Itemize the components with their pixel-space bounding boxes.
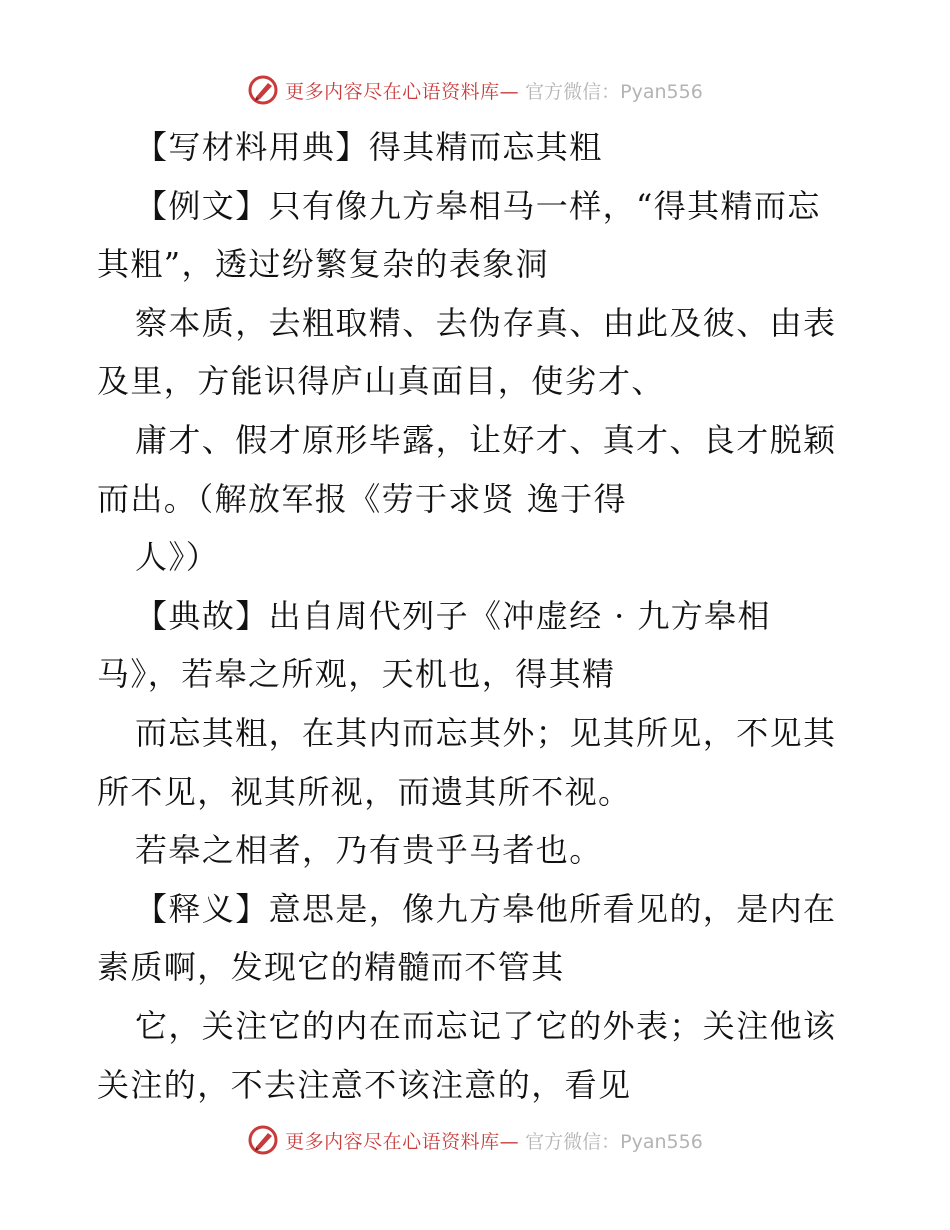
text-line: 及里，方能识得庐山真面目，使劣才、 <box>97 362 665 401</box>
text-line: 察本质，去粗取精、去伪存真、由此及彼、由表 <box>135 303 837 342</box>
watermark-wechat: 官方微信：Pyan556 <box>525 80 703 103</box>
text-line: 它，关注它的内在而忘记了它的外表；关注他该 <box>135 1006 837 1045</box>
watermark-text: 更多内容尽在心语资料库— <box>285 80 520 103</box>
text-line: 【写材料用典】得其精而忘其粗 <box>135 128 603 166</box>
text-line: 【典故】出自周代列子《冲虚经 · 九方皋相 <box>135 596 771 635</box>
text-line: 马》，若皋之所观，天机也，得其精 <box>97 655 616 694</box>
text-line: 而忘其粗，在其内而忘其外；见其所见，不见其 <box>135 713 837 752</box>
pen-logo-icon <box>247 74 279 106</box>
watermark-wechat: 官方微信：Pyan556 <box>525 1130 703 1153</box>
text-line: 【释义】意思是，像九方皋他所看见的，是内在 <box>135 889 837 928</box>
text-line: 素质啊，发现它的精髓而不管其 <box>97 948 565 987</box>
text-line: 关注的，不去注意不该注意的，看见 <box>97 1065 632 1104</box>
text-line: 而出。（解放军报《劳于求贤 逸于得 <box>97 479 627 518</box>
text-line: 人》） <box>135 538 220 577</box>
text-line: 所不见，视其所视，而遗其所不视。 <box>97 772 632 811</box>
header-watermark <box>0 70 950 110</box>
text-line: 其粗”，透过纷繁复杂的表象洞 <box>97 245 549 284</box>
text-line: 若皋之相者，乃有贵乎马者也。 <box>135 831 603 870</box>
text-line: 庸才、假才原形毕露，让好才、真才、良才脱颖 <box>135 420 837 459</box>
text-line: 【例文】只有像九方皋相马一样，“得其精而忘 <box>135 186 821 225</box>
document-body <box>97 118 857 1114</box>
footer-watermark <box>0 1120 950 1160</box>
pen-logo-icon <box>247 1124 279 1156</box>
watermark-text: 更多内容尽在心语资料库— <box>285 1130 520 1153</box>
